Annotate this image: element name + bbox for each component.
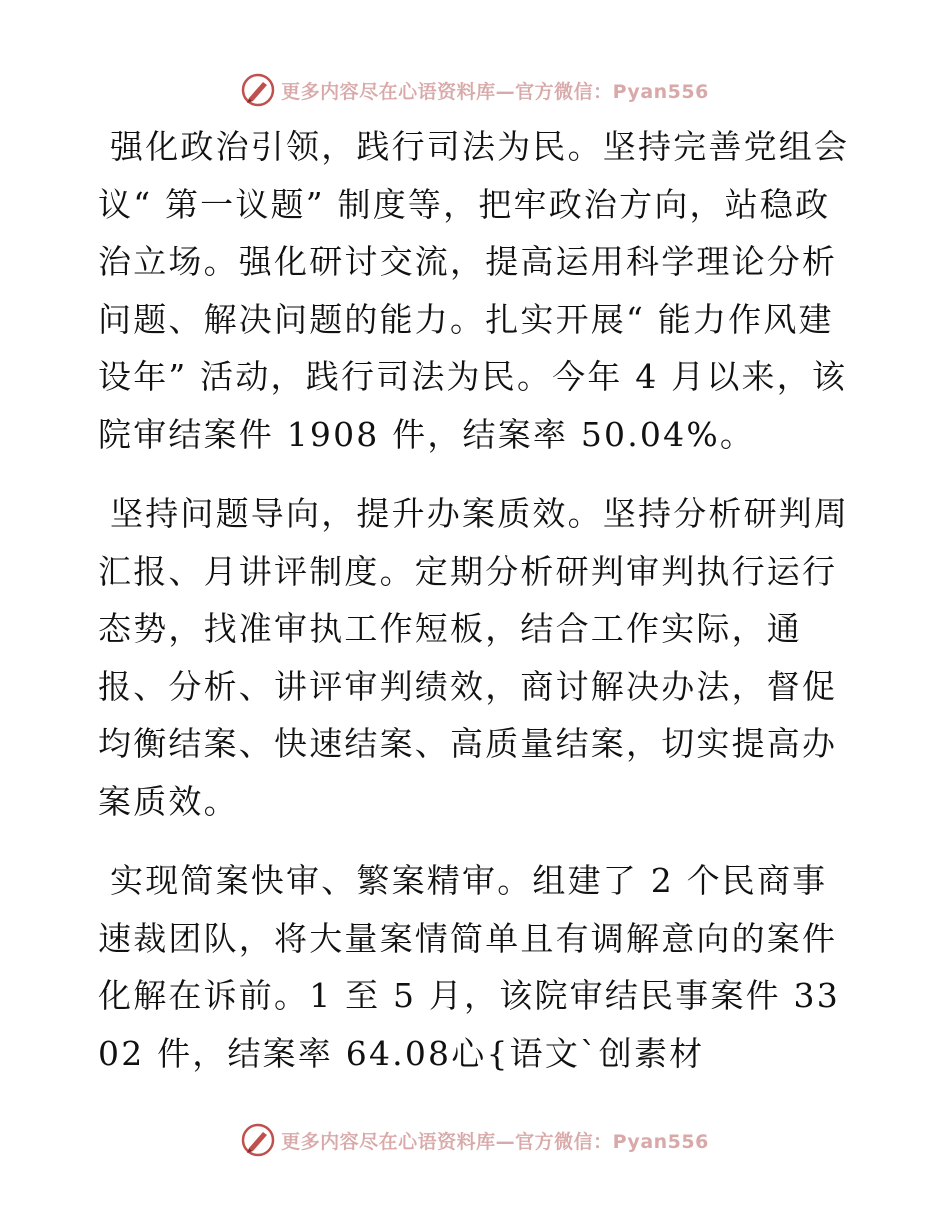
paragraph: 坚持问题导向，提升办案质效。坚持分析研判周汇报、月讲评制度。定期分析研判审判执行运行态势，找准审执工作短板，结合工作实际，通报、分析、讲评审判绩效，商讨解决办法，督促均衡结案、快速结案、高质量结案，切实提高办案质效。 xyxy=(98,494,850,821)
watermark-text: 更多内容尽在心语资料库—官方微信：Pyan556 xyxy=(281,80,709,103)
paragraph: 实现简案快审、繁案精审。组建了 2 个民商事速裁团队，将大量案情简单且有调解意向的案件化解在诉前。1 至 5 月，该院审结民事案件 3302 件，结案率 64.08心{语文`创素材 xyxy=(98,861,840,1073)
footer-watermark xyxy=(0,1120,950,1160)
header-watermark xyxy=(0,70,950,110)
paragraph: 强化政治引领，践行司法为民。坚持完善党组会议“ 第一议题” 制度等，把牢政治方向，站稳政治立场。强化研讨交流，提高运用科学理论分析问题、解决问题的能力。扎实开展“ 能力作风建设年” 活动，践行司法为民。今年 4 月以来，该院审结案件 1908 件，结案率 50.04%。 xyxy=(98,127,850,454)
pen-logo-icon xyxy=(241,1123,275,1157)
document-body xyxy=(98,118,858,1104)
watermark-text: 更多内容尽在心语资料库—官方微信：Pyan556 xyxy=(281,1130,709,1153)
pen-logo-icon xyxy=(241,73,275,107)
